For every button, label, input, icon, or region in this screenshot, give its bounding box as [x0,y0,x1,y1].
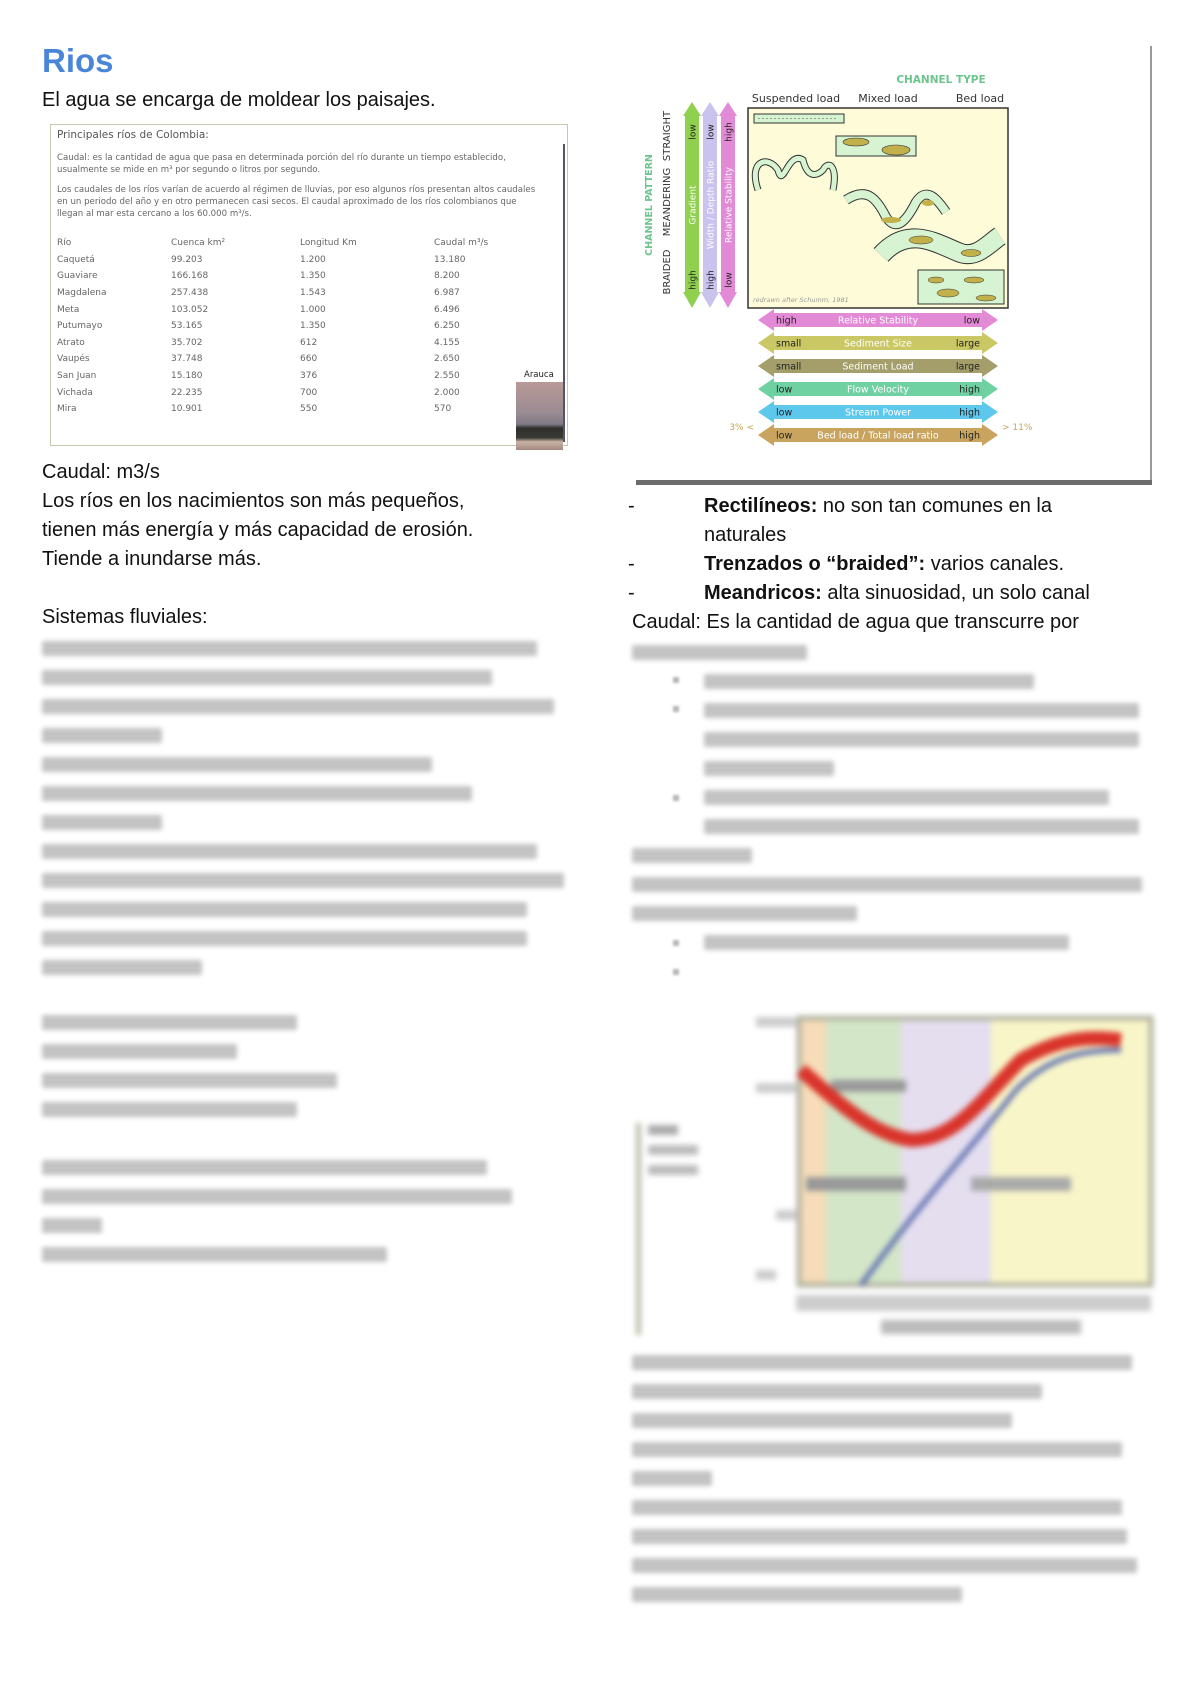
blurred-sediment-chart [636,1005,1156,1335]
table-row [57,268,534,285]
arrow-left-label: small [776,338,802,350]
column-header: Río [57,238,72,249]
figure-frame-bottom [636,480,1152,485]
arrow-name: Width / Depth Ratio [706,160,717,250]
list-item [704,492,1124,550]
figure-frame-right [1150,46,1152,483]
length: 1.350 [300,321,326,332]
arrow-name: Bed load / Total load ratio [817,430,939,442]
list-item-term: Meandricos: [704,582,822,604]
ratio-max-label: > 11% [1002,423,1033,433]
arauca-river-photo [516,382,563,450]
caudal-variation-line-1: Los caudales de los ríos varían de acuerdo al régimen de lluvias, por eso algunos ríos presentan altos caudales [57,185,536,195]
channel-type-header: CHANNEL TYPE [896,74,986,86]
arrow-name: Sediment Size [844,338,912,350]
column-header: Cuenca km² [171,238,226,249]
channel-type-label: Suspended load [751,92,841,105]
length: 1.200 [300,254,326,265]
river-name: Guaviare [57,271,98,282]
basin-area: 37.748 [171,354,203,365]
river-name: Vichada [57,387,93,398]
channel-type-label: Bed load [955,92,1005,105]
chart-band-sand [901,1020,991,1285]
length: 1.350 [300,271,326,282]
basin-area: 53.165 [171,321,203,332]
caudal-variation-line-3: llegan al mar esta cercano a los 60.000 m³/s. [57,209,252,219]
arrow-top-label: low [688,124,699,140]
bullet-dash: - [628,553,635,575]
mixed-straight-channel-sketch [836,136,916,156]
panel-scroll-edge [563,144,565,442]
basin-area: 166.168 [171,271,209,282]
sistemas-fluviales-heading: Sistemas fluviales: [42,606,208,628]
discharge: 2.000 [434,387,460,398]
list-item-text: no son tan comunes en la [817,495,1052,517]
bullet-dash: - [628,582,635,604]
bullet-dash: - [628,495,635,517]
arrow-bottom-label: high [706,270,717,290]
list-item-continuation: naturales [704,524,787,546]
arrow-name: Flow Velocity [847,384,909,396]
arrow-left-label: low [776,384,793,396]
basin-area: 10.901 [171,404,203,415]
river-name: Meta [57,304,80,315]
length: 376 [300,371,318,382]
page-title: Rios [42,42,114,79]
discharge: 570 [434,404,452,415]
arrow-top-label: low [706,124,717,140]
table-row [57,401,534,418]
basin-area: 103.052 [171,304,209,315]
list-item-term: Rectilíneos: [704,495,818,517]
straight-channel-sketch [754,114,844,123]
horizontal-arrow [758,309,998,331]
vertical-arrow [683,102,701,308]
discharge: 4.155 [434,337,460,348]
arrow-right-label: high [959,384,980,396]
table-row [57,318,534,335]
horizontal-arrow [758,332,998,354]
discharge: 6.250 [434,321,460,332]
arrow-right-label: large [955,338,980,350]
vertical-arrow [701,102,719,308]
river-name: San Juan [57,371,97,382]
channel-pattern-label: CHANNEL PATTERN [644,154,655,256]
arrow-bottom-label: high [688,270,699,290]
caudal-units: Caudal: m3/s [42,461,160,483]
arrow-name: Gradient [688,185,699,225]
discharge: 6.987 [434,288,460,299]
table-row [57,252,534,269]
list-item [704,579,1144,608]
basin-area: 22.235 [171,387,203,398]
arrow-bottom-label: low [724,272,735,288]
table-header-row [57,235,534,252]
channel-type-label: Mixed load [858,92,918,105]
discharge: 2.650 [434,354,460,365]
river-name: Putumayo [57,321,103,332]
channel-type-figure [636,40,1150,480]
horizontal-arrow [758,378,998,400]
arrow-name: Relative Stability [837,315,919,327]
basin-area: 257.438 [171,288,209,299]
river-name: Caquetá [57,254,95,265]
river-name: Mira [57,404,77,415]
table-row [57,384,534,401]
braided-channel-sketch [918,270,1004,304]
figure-credit: redrawn after Schumm, 1981 [753,296,849,304]
list-item-term: Trenzados o “braided”: [704,553,926,575]
text-line: Tiende a inundarse más. [42,548,262,570]
table-row [57,351,534,368]
panel-heading: Principales ríos de Colombia: [57,129,209,141]
basin-area: 35.702 [171,337,203,348]
horizontal-arrow [758,355,998,377]
discharge: 8.200 [434,271,460,282]
caudal-variation-line-2: en un periodo del año y en otro permanecen casi secos. El caudal aproximado de los ríos colombianos que [57,197,517,207]
pattern-label: MEANDERING [662,167,673,237]
text-line: tienen más energía y más capacidad de erosión. [42,519,474,541]
river-name: Magdalena [57,288,107,299]
arrow-left-label: high [776,315,797,327]
table-row [57,301,534,318]
vertical-arrow [719,102,737,308]
intro-text: El agua se encarga de moldear los paisajes. [42,89,436,111]
basin-area: 15.180 [171,371,203,382]
photo-caption: Arauca [524,370,554,380]
list-item-text: varios canales. [925,553,1065,575]
chart-side-bar [636,1123,641,1335]
arrow-left-label: low [776,430,793,442]
pattern-label: BRAIDED [662,249,673,295]
caudal-definition: Caudal: Es la cantidad de agua que transcurre por [632,611,1079,633]
arrow-name: Stream Power [844,407,912,419]
rivers-table [57,235,534,418]
arrow-left-label: small [776,361,802,373]
arrow-name: Relative Stability [724,167,735,243]
discharge: 13.180 [434,254,466,265]
arrow-right-label: high [959,407,980,419]
column-header: Caudal m³/s [434,238,489,249]
horizontal-arrow [758,424,998,446]
length: 550 [300,404,318,415]
list-item-text: alta sinuosidad, un solo canal [821,582,1090,604]
arrow-right-label: high [959,430,980,442]
arrow-right-label: low [963,315,980,327]
list-item [704,550,1124,579]
table-row [57,335,534,352]
arrow-left-label: low [776,407,793,419]
ratio-min-label: 3% < [729,423,754,433]
arrow-right-label: large [955,361,980,373]
length: 612 [300,337,318,348]
table-row [57,285,534,302]
chart-band-clay [801,1020,826,1285]
table-row [57,368,534,385]
discharge: 6.496 [434,304,460,315]
horizontal-arrow [758,401,998,423]
colombia-rivers-panel [50,124,568,446]
length: 700 [300,387,318,398]
length: 1.543 [300,288,326,299]
discharge: 2.550 [434,371,460,382]
arrow-name: Sediment Load [842,361,914,373]
length: 1.000 [300,304,326,315]
column-header: Longitud Km [300,238,357,249]
arrow-top-label: high [724,122,735,142]
river-name: Atrato [57,337,85,348]
caudal-definition-line-1: Caudal: es la cantidad de agua que pasa en determinada porción del río durante un tiempo establecido, [57,153,506,163]
pattern-label: STRAIGHT [662,110,673,162]
length: 660 [300,354,318,365]
caudal-definition-line-2: usualmente se mide en m³ por segundo o litros por segundo. [57,165,321,175]
text-line: Los ríos en los nacimientos son más pequeños, [42,490,465,512]
basin-area: 99.203 [171,254,203,265]
river-name: Vaupés [57,354,90,365]
